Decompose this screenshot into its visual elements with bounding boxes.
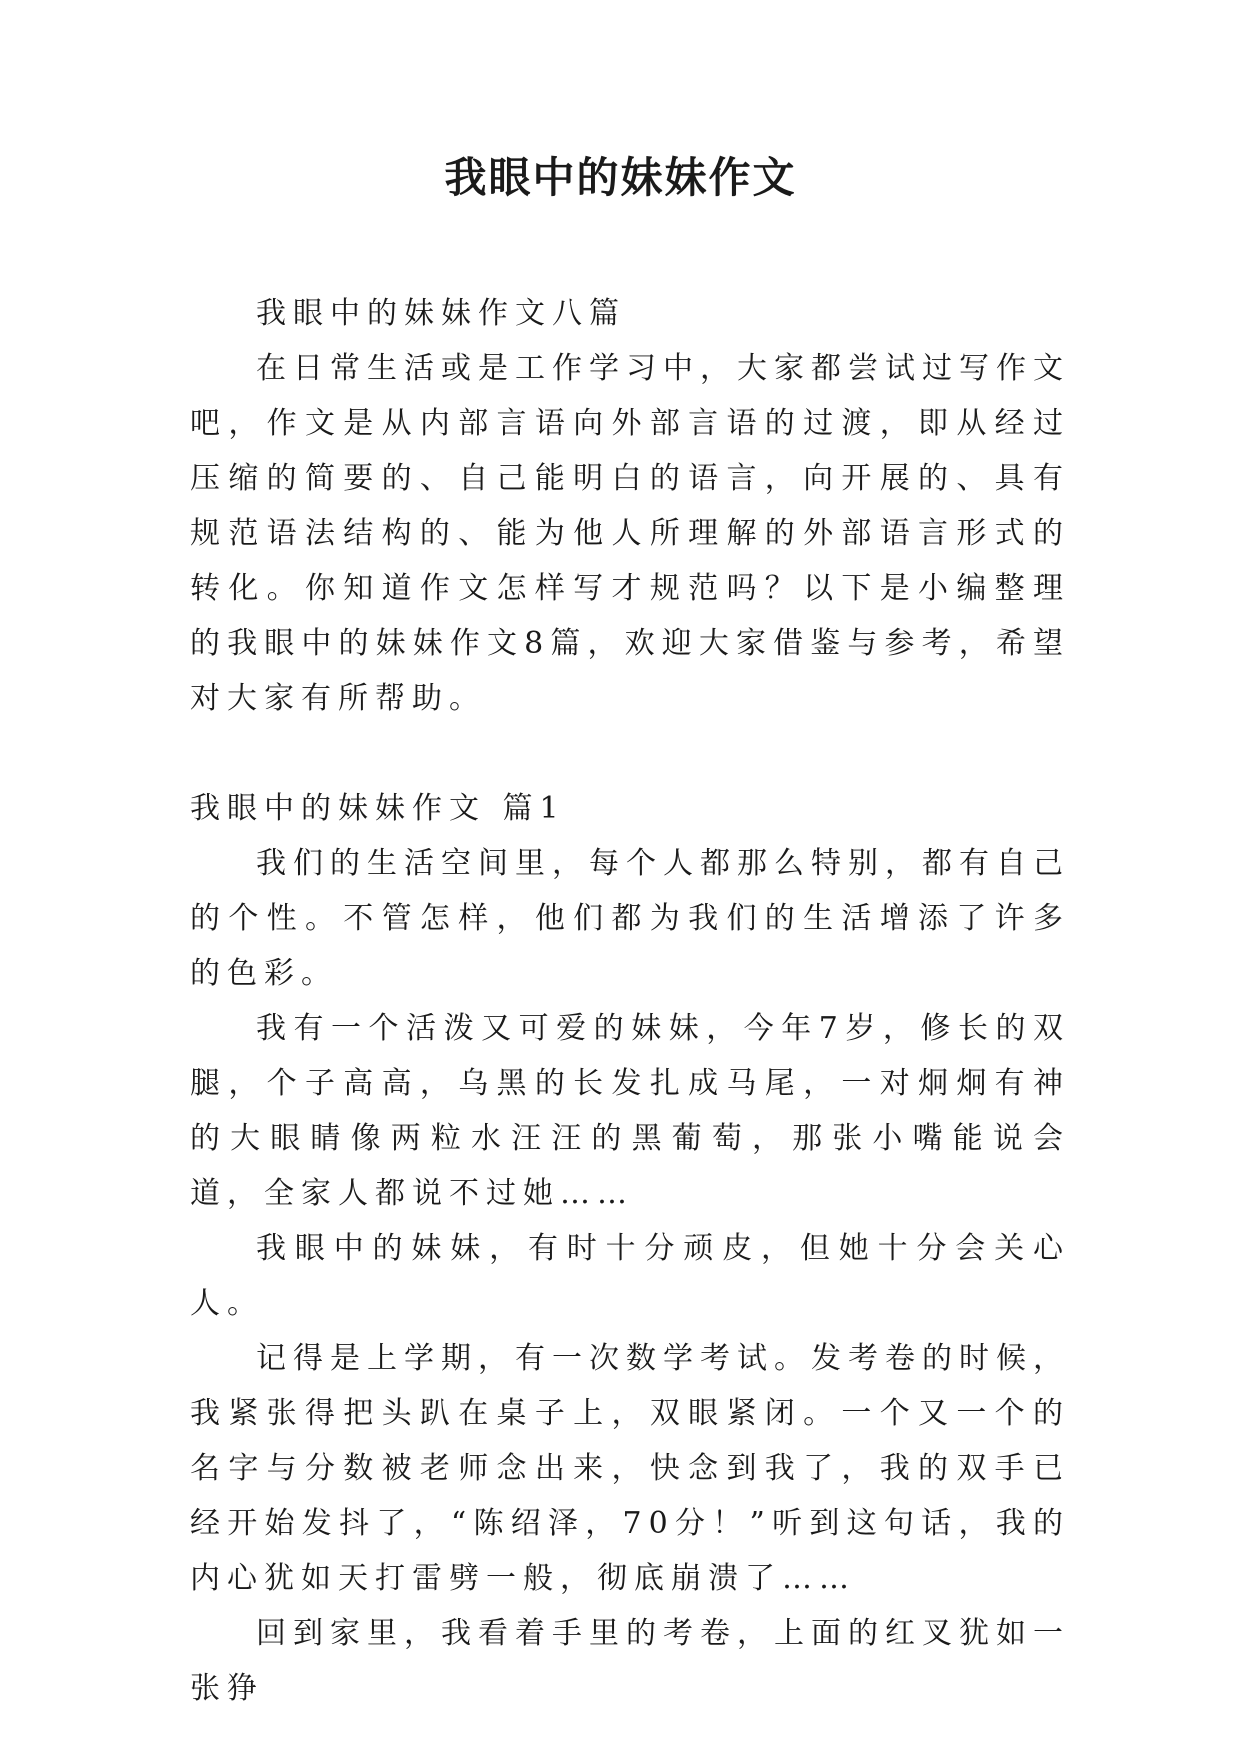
document-subtitle: 我眼中的妹妹作文八篇	[256, 296, 626, 331]
body-paragraph: 我有一个活泼又可爱的妹妹，今年7岁，修长的双腿，个子高高，乌黑的长发扎成马尾，一对炯炯有神的大眼睛像两粒水汪汪的黑葡萄，那张小嘴能说会道，全家人都说不过她……	[190, 1011, 1070, 1211]
section-heading: 我眼中的妹妹作文 篇1	[190, 791, 566, 826]
document-body	[190, 286, 1070, 1716]
body-paragraph: 回到家里，我看着手里的考卷，上面的红叉犹如一张狰	[190, 1616, 1070, 1706]
body-paragraph: 记得是上学期，有一次数学考试。发考卷的时候，我紧张得把头趴在桌子上，双眼紧闭。一个又一个的名字与分数被老师念出来，快念到我了，我的双手已经开始发抖了，“陈绍泽，70分！”听到这句话，我的内心犹如天打雷劈一般，彻底崩溃了……	[190, 1341, 1070, 1596]
body-paragraph: 我眼中的妹妹，有时十分顽皮，但她十分会关心人。	[190, 1231, 1070, 1321]
intro-paragraph: 在日常生活或是工作学习中，大家都尝试过写作文吧，作文是从内部言语向外部言语的过渡，即从经过压缩的简要的、自己能明白的语言，向开展的、具有规范语法结构的、能为他人所理解的外部语言形式的转化。你知道作文怎样写才规范吗？以下是小编整理的我眼中的妹妹作文8篇，欢迎大家借鉴与参考，希望对大家有所帮助。	[190, 351, 1070, 716]
body-paragraph: 我们的生活空间里，每个人都那么特别，都有自己的个性。不管怎样，他们都为我们的生活增添了许多的色彩。	[190, 846, 1070, 991]
document-title: 我眼中的妹妹作文	[444, 153, 797, 202]
